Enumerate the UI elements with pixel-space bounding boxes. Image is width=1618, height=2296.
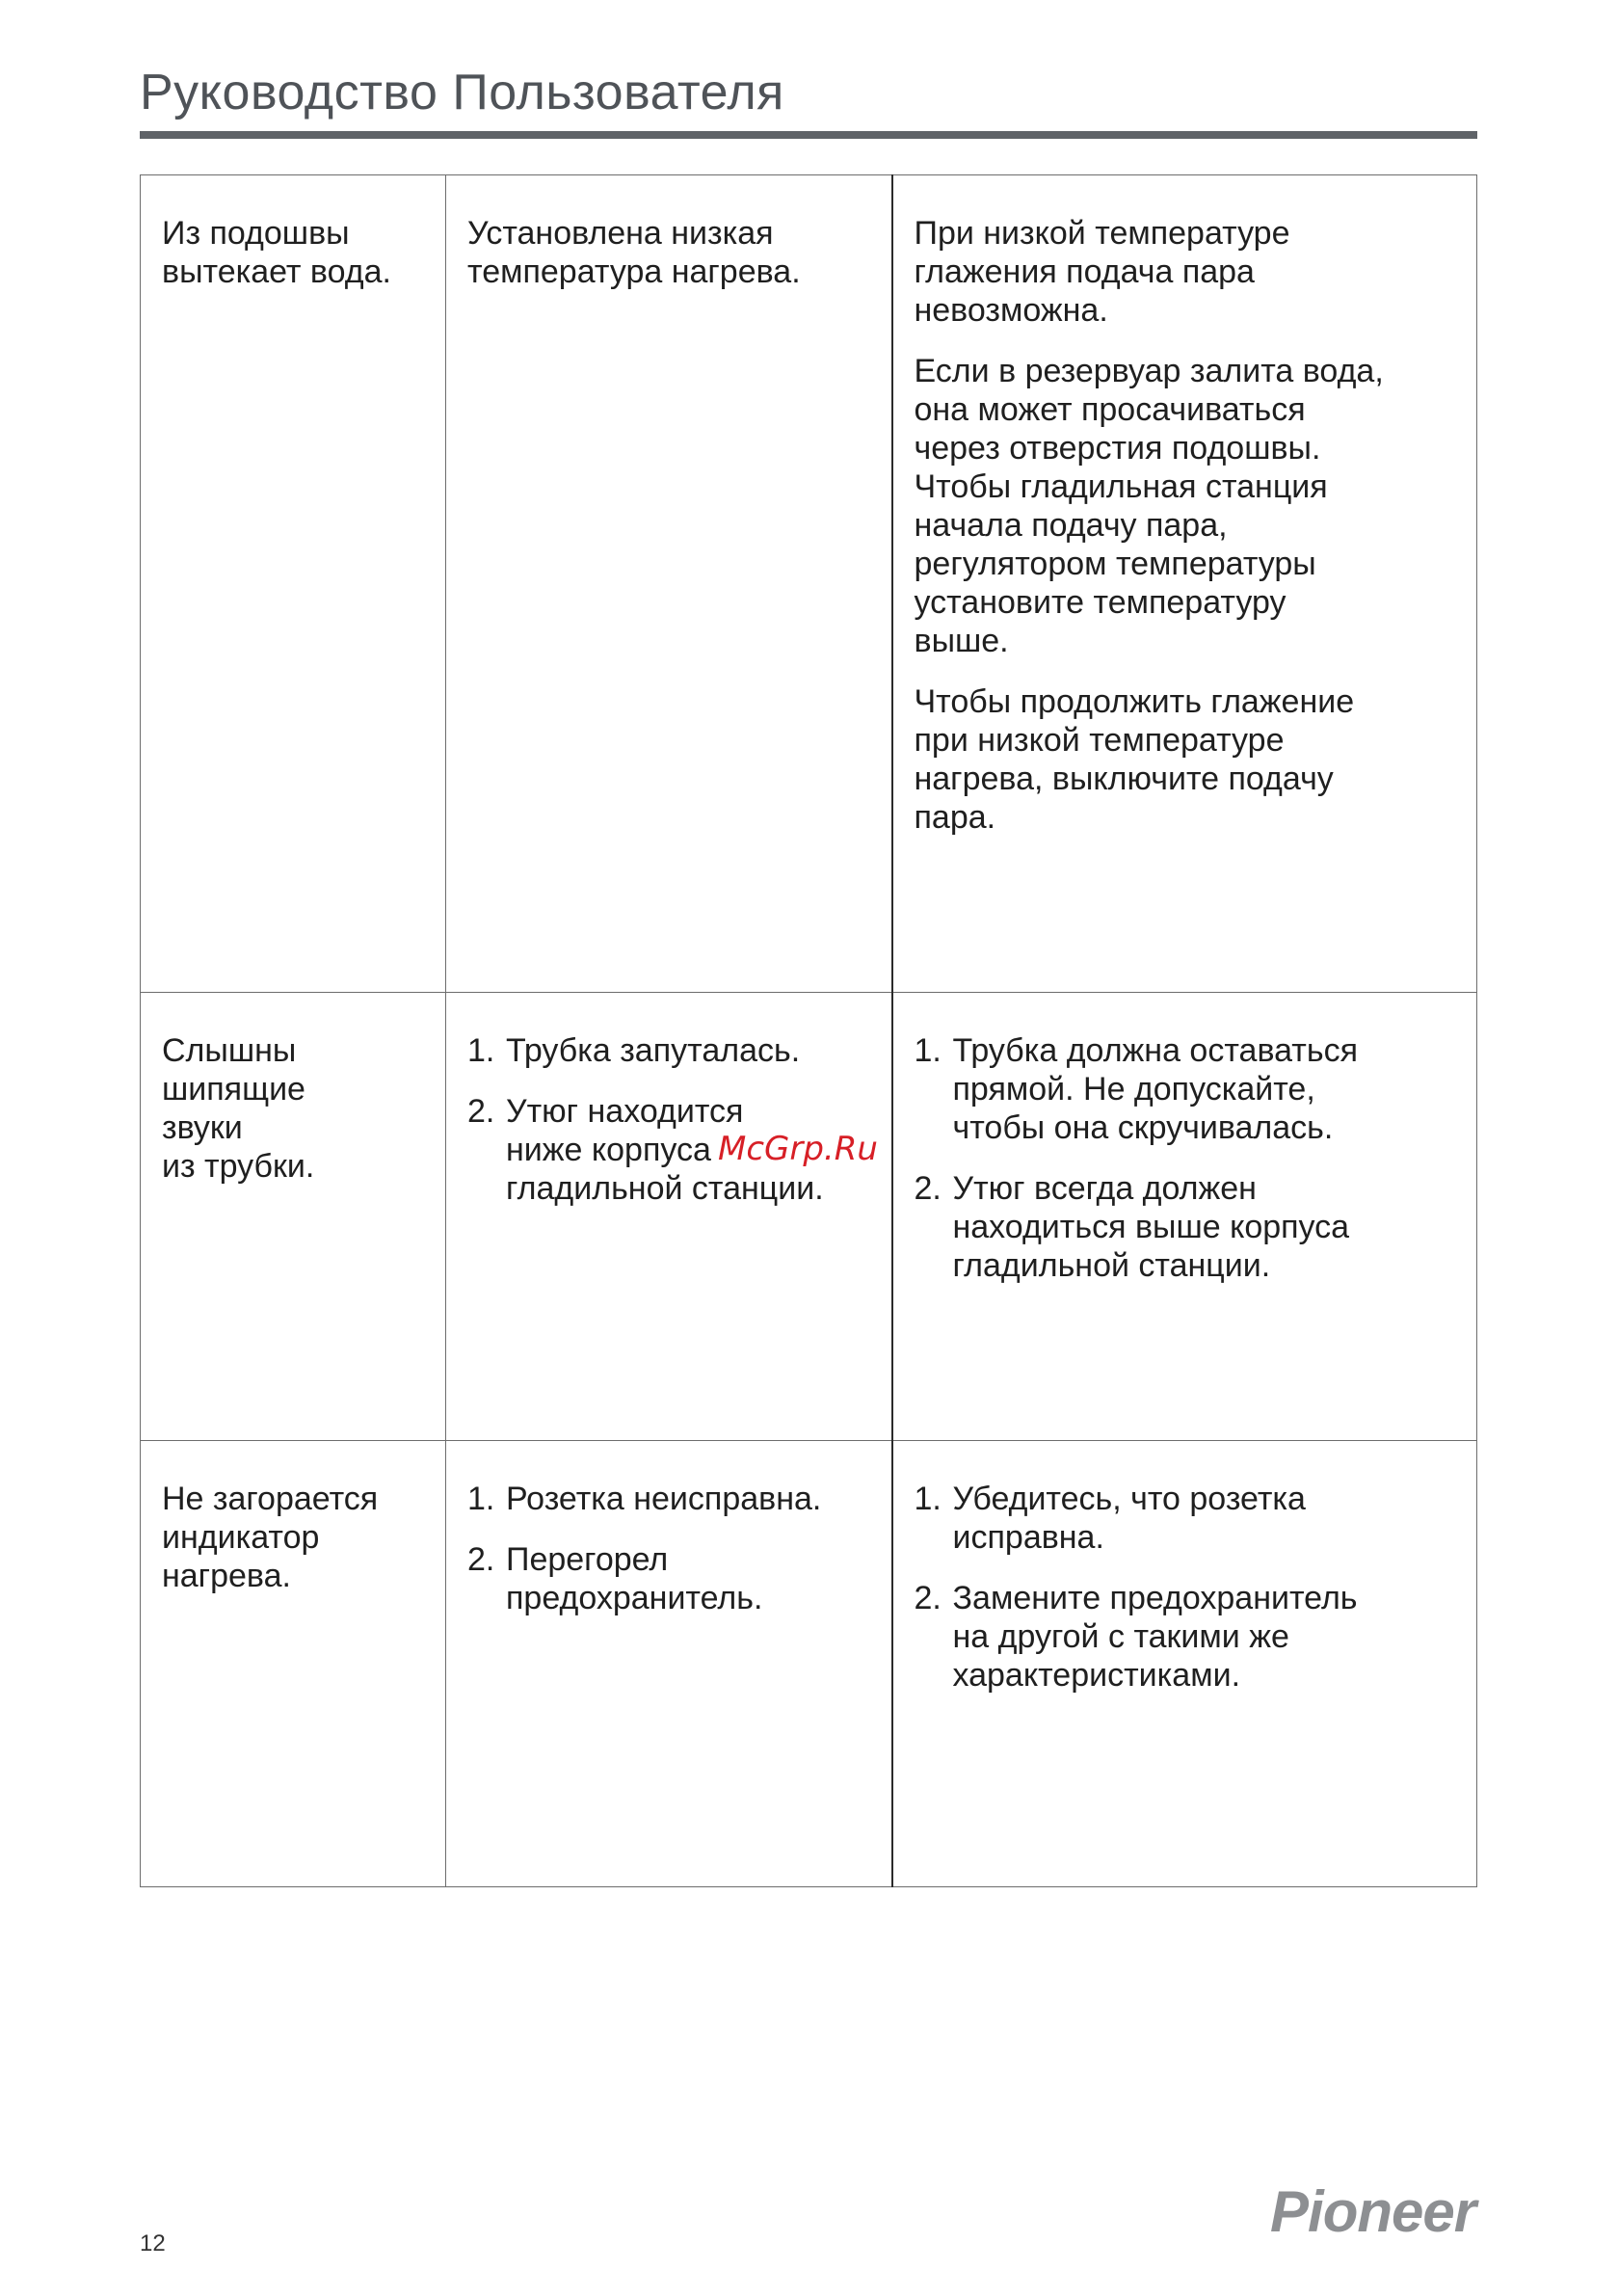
table-row (141, 1441, 1477, 1887)
solution-paragraph: При низкой температуре глажения подача пара невозможна. (914, 215, 1290, 329)
list-item (915, 1031, 1456, 1147)
solution-cell (892, 1441, 1477, 1887)
cause-list (467, 1031, 870, 1208)
problem-cell (141, 993, 446, 1441)
item-text: Трубка запуталась. (506, 1032, 801, 1069)
item-text: Розетка неисправна. (506, 1481, 822, 1517)
cause-cell (446, 175, 892, 993)
list-item (915, 1169, 1456, 1285)
item-text: Убедитесь, что розетка исправна. (952, 1481, 1306, 1556)
item-number: 2. (914, 1170, 942, 1207)
table-row (141, 175, 1477, 993)
item-text: Замените предохранитель на другой с такими же характеристиками. (952, 1580, 1358, 1694)
item-number: 2. (914, 1580, 942, 1616)
item-number: 1. (467, 1032, 495, 1069)
list-item (467, 1031, 870, 1070)
problem-cell (141, 1441, 446, 1887)
header-divider (140, 131, 1477, 139)
item-text: Утюг находится ниже корпуса гладильной станции. (506, 1093, 824, 1207)
problem-text: Из подошвы вытекает вода. (162, 215, 391, 290)
page-title: Руководство Пользователя (140, 65, 784, 120)
solution-cell (892, 175, 1477, 993)
page-number: 12 (140, 2230, 166, 2256)
item-text: Трубка должна оставаться прямой. Не допускайте, чтобы она скручивалась. (952, 1032, 1358, 1146)
cause-list (467, 1480, 870, 1617)
solution-list (915, 1480, 1456, 1695)
item-text: Перегорел предохранитель. (506, 1541, 763, 1616)
item-number: 1. (914, 1032, 942, 1069)
problem-cell (141, 175, 446, 993)
solution-cell (892, 993, 1477, 1441)
list-item (467, 1540, 870, 1617)
pioneer-logo: Pioneer (1270, 2179, 1476, 2244)
problem-text: Не загорается индикатор нагрева. (162, 1481, 379, 1594)
item-number: 1. (914, 1481, 942, 1517)
list-item (915, 1480, 1456, 1557)
item-number: 2. (467, 1541, 495, 1578)
troubleshooting-table (140, 174, 1477, 1887)
cause-text: Установлена низкая температура нагрева. (467, 215, 801, 290)
solution-paragraph: Если в резервуар залита вода, она может просачиваться через отверстия подошвы. Чтобы гладильная станция начала подачу пара, регулятором температуры установите температуру выше. (914, 353, 1384, 659)
cause-cell (446, 993, 892, 1441)
solution-paragraph: Чтобы продолжить глажение при низкой температуре нагрева, выключите подачу пара. (914, 683, 1355, 836)
cause-cell (446, 1441, 892, 1887)
item-number: 1. (467, 1481, 495, 1517)
list-item (467, 1480, 870, 1518)
item-text: Утюг всегда должен находиться выше корпуса гладильной станции. (952, 1170, 1350, 1284)
problem-text: Слышны шипящие звуки из трубки. (162, 1032, 315, 1185)
list-item (915, 1579, 1456, 1695)
solution-list (915, 1031, 1456, 1285)
table-row (141, 993, 1477, 1441)
watermark: McGrp.Ru (718, 1130, 878, 1168)
item-number: 2. (467, 1093, 495, 1130)
